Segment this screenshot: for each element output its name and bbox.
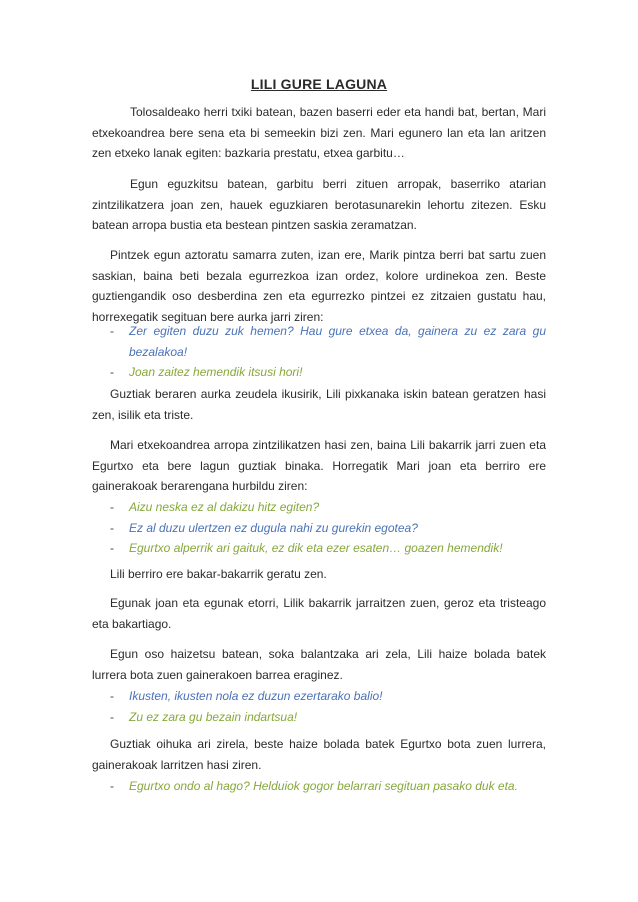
dialogue-line [92,362,546,383]
paragraph-2: Egun eguzkitsu batean, garbitu berri zituen arropak, baserriko atarian zintzilikatzera joan zen, hauek eguzkiaren berotasunarekin lehortu zitezen. Esku batean arropa bustia eta bestean pintzen saskia zeramatzan. [92,177,546,232]
paragraph-9: Guztiak oihuka ari zirela, beste haize bolada batek Egurtxo bota zuen lurrera, gainerakoak larritzen hasi ziren. [92,737,546,772]
dash-marker: - [110,689,114,703]
paragraph-1: Tolosaldeako herri txiki batean, bazen baserri eder eta handi bat, bertan, Mari etxekoandrea bere sena eta bi semeekin bizi zen. Mari egunero lan eta lan aritzen zen etxeko lanak egiten: bazkaria prestatu, etxea garbitu… [92,105,546,160]
dialogue-text: Egurtxo alperrik ari gaituk, ez dik eta ezer esaten… goazen hemendik! [129,541,503,555]
dialogue-text: Egurtxo ondo al hago? Helduiok gogor belarrari segituan pasako duk eta. [129,779,518,793]
dialogue-line [92,497,546,518]
dialogue-list-3 [92,686,546,727]
dialogue-list-4 [92,776,546,797]
paragraph-4: Guztiak beraren aurka zeudela ikusirik, Lili pixkanaka iskin batean geratzen hasi zen, isilik eta triste. [92,387,546,422]
paragraph-5: Mari etxekoandrea arropa zintzilikatzen hasi zen, baina Lili bakarrik jarri zuen eta Egurtxo eta bere lagun guztiak binaka. Horregatik Mari joan eta berriro ere gainerakoak berarengana hurbildu ziren: [92,438,546,493]
dash-marker: - [110,709,114,724]
paragraph-3: Pintzek egun aztoratu samarra zuten, izan ere, Marik pintza berri bat sartu zuen saskian, baina beti bezala egurrezkoa izan ordez, kolore urdinekoa zen. Beste guztiengandik oso desberdina zen eta egurrezko pintzei ez zitzaien gustatu hau, horrexegatik segituan bere aurka jarri ziren: [92,248,546,324]
paragraph-7: Egunak joan eta egunak etorri, Lilik bakarrik jarraitzen zuen, geroz eta tristeago eta bakartiago. [92,596,546,631]
dialogue-text: Ikusten, ikusten nola ez duzun ezertarako balio! [129,689,383,703]
dialogue-line [92,321,546,362]
dialogue-line [92,686,546,707]
dash-marker: - [110,541,114,555]
paragraph-6: Lili berriro ere bakar-bakarrik geratu zen. [110,567,327,581]
story-title: LILI GURE LAGUNA [250,76,388,92]
dialogue-line [92,707,546,728]
dash-marker: - [110,365,114,379]
dialogue-text: Aizu neska ez al dakizu hitz egiten? [129,500,320,514]
dash-marker: - [110,324,114,338]
dash-marker: - [110,779,114,793]
dash-marker: - [110,520,114,535]
dialogue-text: Joan zaitez hemendik itsusi hori! [129,365,303,379]
dialogue-list-2 [92,497,546,559]
dialogue-text: Zer egiten duzu zuk hemen? Hau gure etxea da, gainera zu ez zara gu bezalakoa! [129,324,546,359]
dash-marker: - [110,500,114,514]
dialogue-text: Ez al duzu ulertzen ez dugula nahi zu gurekin egotea? [129,520,418,535]
dialogue-text: Zu ez zara gu bezain indartsua! [129,709,298,724]
dialogue-line [92,776,546,797]
dialogue-line [92,518,546,539]
paragraph-8: Egun oso haizetsu batean, soka balantzaka ari zela, Lili haize bolada batek lurrera bota zuen gainerakoen barrea eraginez. [92,647,546,682]
dialogue-line [92,538,546,559]
dialogue-list-1 [92,321,546,383]
